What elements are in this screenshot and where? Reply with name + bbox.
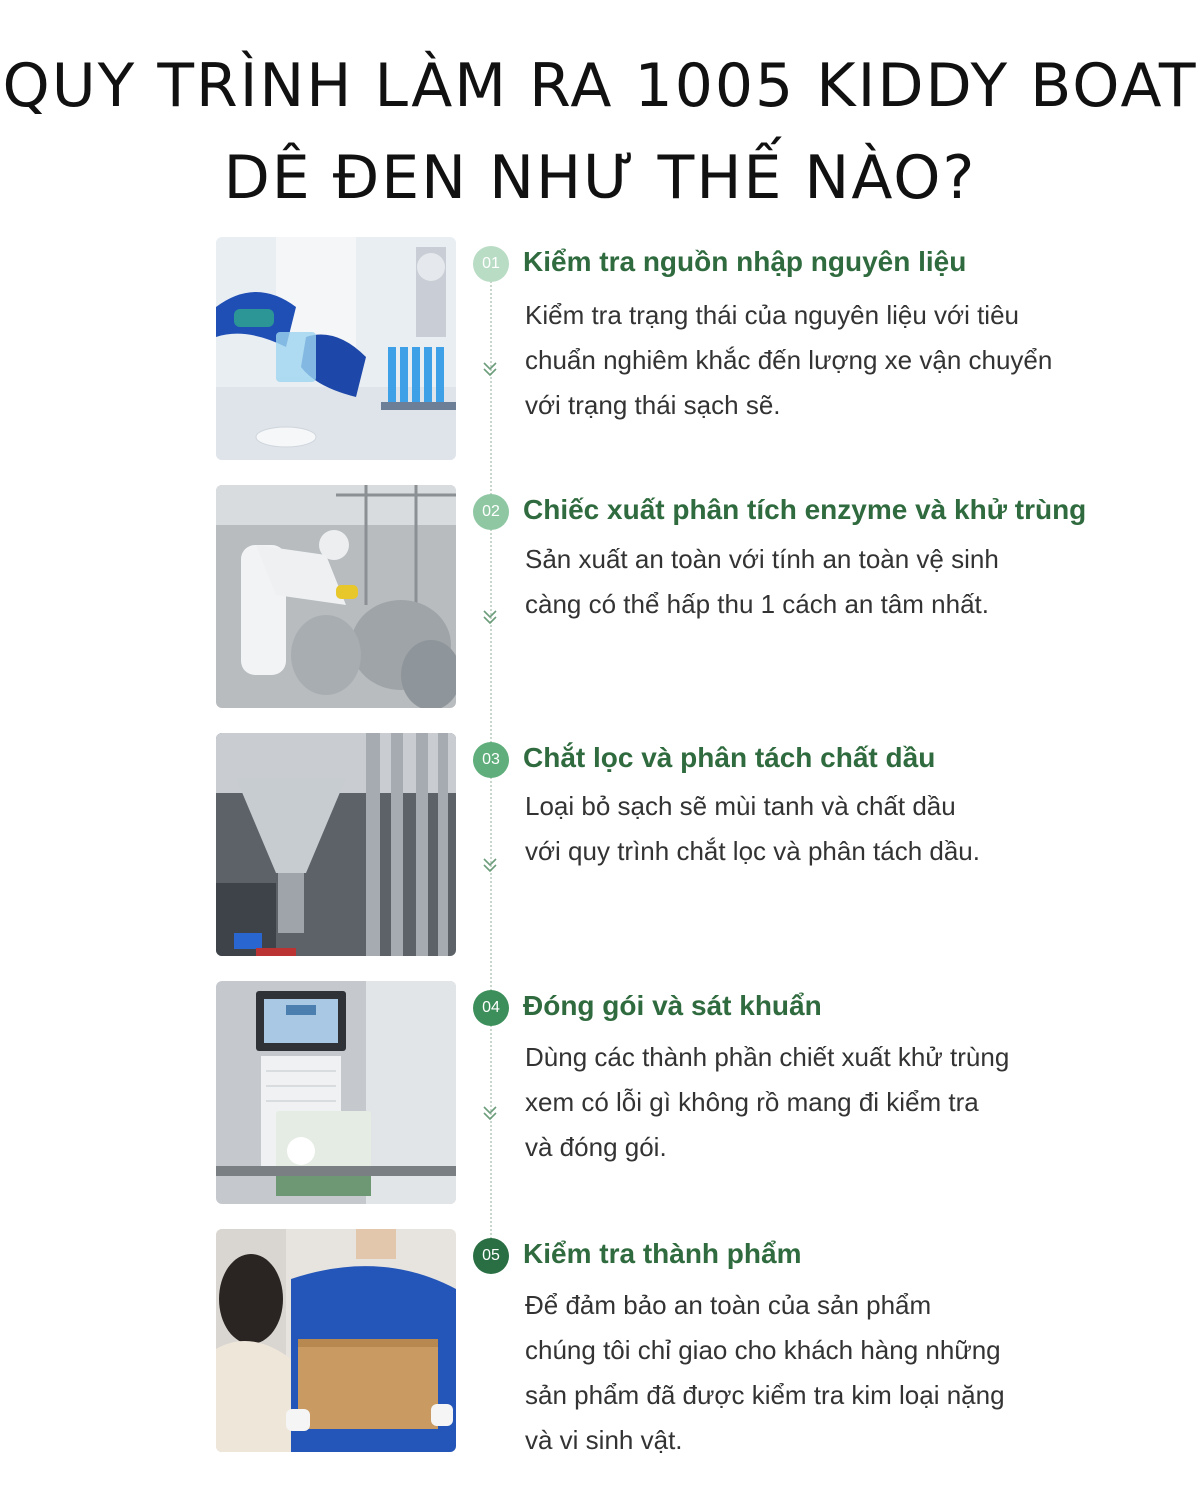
step-05-description [525, 1283, 1085, 1463]
process-step-01 [0, 237, 1200, 462]
step-01-photo-lab-test [216, 237, 456, 460]
page-title-line-2: DÊ ĐEN NHƯ THẾ NÀO? [223, 143, 977, 213]
step-05-photo-delivery-box [216, 1229, 456, 1452]
page-title [0, 40, 1200, 224]
step-03-number-badge: 03 [473, 742, 509, 778]
step-04-number-badge: 04 [473, 990, 509, 1026]
step-02-line-2: càng có thể hấp thu 1 cách an tâm nhất. [525, 589, 989, 619]
step-02-number-badge: 02 [473, 494, 509, 530]
step-04-line-1: Dùng các thành phần chiết xuất khử trùng [525, 1042, 1010, 1072]
page-title-line-1: QUY TRÌNH LÀM RA 1005 KIDDY BOAT [2, 51, 1198, 121]
step-03-description [525, 784, 1085, 874]
step-04-line-3: và đóng gói. [525, 1132, 667, 1162]
step-01-description [525, 293, 1085, 428]
step-03-line-1: Loại bỏ sạch sẽ mùi tanh và chất dầu [525, 791, 956, 821]
step-05-line-3: sản phẩm đã được kiểm tra kim loại nặng [525, 1380, 1005, 1410]
process-step-02 [0, 485, 1200, 710]
process-step-04 [0, 981, 1200, 1206]
step-05-title: Kiểm tra thành phẩm [523, 1238, 802, 1269]
process-step-03 [0, 733, 1200, 958]
chevron-down-icon [480, 1103, 500, 1123]
step-03-line-2: với quy trình chắt lọc và phân tách dầu. [525, 836, 980, 866]
step-02-title: Chiếc xuất phân tích enzyme và khử trùng [523, 494, 1087, 525]
step-05-line-1: Để đảm bảo an toàn của sản phẩm [525, 1290, 932, 1320]
chevron-down-icon [480, 359, 500, 379]
step-01-line-2: chuẩn nghiêm khắc đến lượng xe vận chuyển [525, 345, 1053, 375]
step-03-photo-steel-tanks [216, 733, 456, 956]
step-04-line-2: xem có lỗi gì không rồ mang đi kiểm tra [525, 1087, 979, 1117]
step-05-line-4: và vi sinh vật. [525, 1425, 683, 1455]
step-02-photo-factory-worker [216, 485, 456, 708]
step-04-photo-packaging-machine [216, 981, 456, 1204]
step-05-number-badge: 05 [473, 1238, 509, 1274]
step-01-line-3: với trạng thái sạch sẽ. [525, 390, 781, 420]
step-02-line-1: Sản xuất an toàn với tính an toàn vệ sinh [525, 544, 999, 574]
step-05-line-2: chúng tôi chỉ giao cho khách hàng những [525, 1335, 1001, 1365]
step-02-description [525, 537, 1085, 627]
chevron-down-icon [480, 855, 500, 875]
step-04-description [525, 1035, 1085, 1170]
step-01-number-badge: 01 [473, 246, 509, 282]
step-01-title: Kiểm tra nguồn nhập nguyên liệu [523, 246, 967, 277]
chevron-down-icon [480, 607, 500, 627]
step-04-title: Đóng gói và sát khuẩn [523, 990, 822, 1021]
step-03-title: Chắt lọc và phân tách chất dầu [523, 742, 936, 773]
step-01-line-1: Kiểm tra trạng thái của nguyên liệu với tiêu [525, 300, 1019, 330]
process-step-05 [0, 1229, 1200, 1454]
